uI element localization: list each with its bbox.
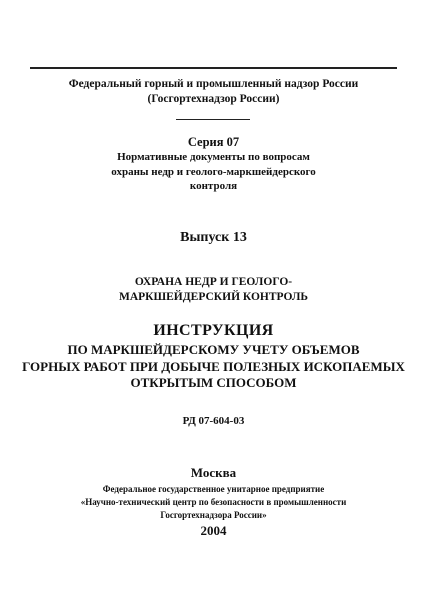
series-description xyxy=(0,150,427,194)
series-desc-line: контроля xyxy=(189,180,238,192)
document-title-line: ГОРНЫХ РАБОТ ПРИ ДОБЫЧЕ ПОЛЕЗНЫХ ИСКОПАЕМЫХ xyxy=(22,358,405,374)
publication-city: Москва xyxy=(190,465,237,480)
topic-heading xyxy=(0,275,427,305)
document-type: ИНСТРУКЦИЯ xyxy=(153,322,274,339)
document-title-line: ПО МАРКШЕЙДЕРСКОМУ УЧЕТУ ОБЪЕМОВ xyxy=(67,342,360,357)
agency-name: Федеральный горный и промышленный надзор России xyxy=(68,78,359,90)
document-title xyxy=(0,342,427,392)
publisher xyxy=(0,483,427,522)
topic-line: ОХРАНА НЕДР И ГЕОЛОГО- xyxy=(134,276,293,288)
publication-year: 2004 xyxy=(200,523,227,538)
series-title: Серия 07 xyxy=(187,135,240,149)
series-desc-line: Нормативные документы по вопросам xyxy=(117,151,310,163)
separator-rule xyxy=(176,119,250,120)
document-title-line: ОТКРЫТЫМ СПОСОБОМ xyxy=(130,375,297,390)
series-desc-line: охраны недр и геолого-маркшейдерского xyxy=(111,165,316,178)
topic-line: МАРКШЕЙДЕРСКИЙ КОНТРОЛЬ xyxy=(118,291,309,303)
issue-number: Выпуск 13 xyxy=(180,230,247,245)
publisher-line: «Научно-технический центр по безопасности в промышленности xyxy=(80,497,347,507)
agency-heading xyxy=(0,77,427,107)
publisher-line: Госгортехнадзора России» xyxy=(160,510,267,520)
publisher-line: Федеральное государственное унитарное предприятие xyxy=(102,484,325,494)
top-rule xyxy=(30,67,397,69)
agency-short-name: (Госгортехнадзор России) xyxy=(147,93,280,105)
document-code: РД 07-604-03 xyxy=(182,415,245,427)
